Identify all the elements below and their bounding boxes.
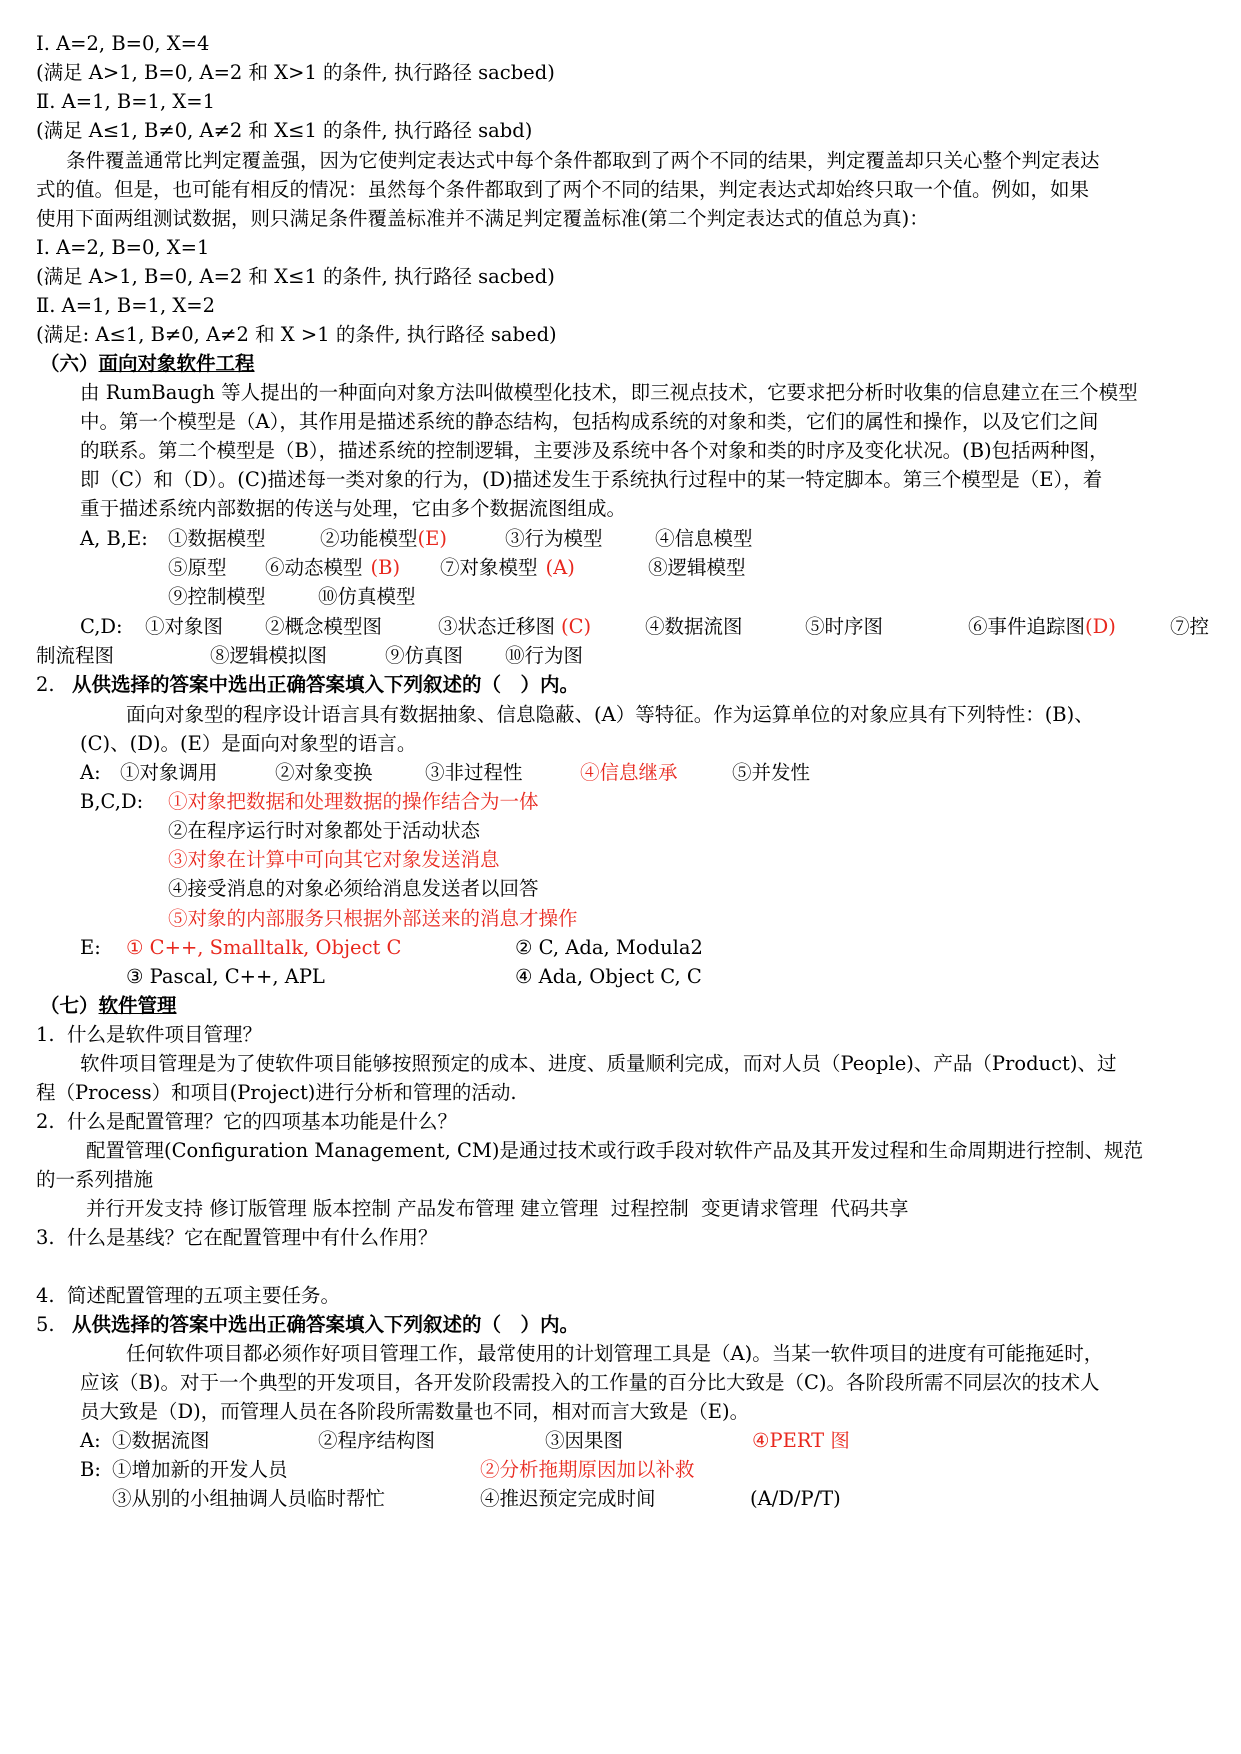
- option: ④ Ada, Object C, C: [515, 965, 702, 988]
- paragraph-line: 员大致是（D)，而管理人员在各阶段所需数量也不同，相对而言大致是（E)。: [80, 1400, 750, 1423]
- option-label: B:: [80, 1458, 101, 1481]
- paragraph-line: 式的值。但是，也可能有相反的情况：虽然每个条件都取到了两个不同的结果，判定表达式却始终只取一个值。例如，如果: [36, 178, 1090, 201]
- option: ④数据流图: [645, 615, 743, 638]
- section-heading: [40, 993, 177, 1019]
- paragraph-line: 的一系列措施: [36, 1168, 154, 1191]
- test-case-4: Ⅱ. A=1, B=1, X=2: [36, 294, 215, 317]
- option: ③行为模型: [505, 527, 603, 550]
- option: ①增加新的开发人员: [112, 1458, 288, 1481]
- option: ①数据模型: [168, 527, 266, 550]
- option: ⑥动态模型 (B): [265, 556, 401, 579]
- paragraph-line: 应该（B)。对于一个典型的开发项目，各开发阶段需投入的工作量的百分比大致是（C)。各阶段所需不同层次的技术人: [80, 1371, 1100, 1394]
- option: ⑨控制模型: [168, 585, 266, 608]
- option: 制流程图: [36, 644, 115, 667]
- option-label: C,D:: [80, 615, 123, 638]
- section-title: 面向对象软件工程: [98, 352, 255, 375]
- paragraph-line: 使用下面两组测试数据，则只满足条件覆盖标准并不满足判定覆盖标准(第二个判定表达式的值总为真)：: [36, 207, 929, 230]
- option: ③非过程性: [425, 761, 523, 784]
- correct-option: ④PERT 图: [752, 1429, 850, 1452]
- option: ⑩行为图: [505, 644, 584, 667]
- option: ⑦控: [1170, 615, 1210, 638]
- paragraph-line: 中。第一个模型是（A），其作用是描述系统的静态结构，包括构成系统的对象和类，它们的属性和操作，以及它们之间: [80, 410, 1099, 433]
- test-case-2: Ⅱ. A=1, B=1, X=1: [36, 90, 215, 113]
- option: ②在程序运行时对象都处于活动状态: [168, 819, 481, 842]
- option: ①对象调用: [120, 761, 218, 784]
- correct-option: ②分析拖期原因加以补救: [480, 1458, 695, 1481]
- answer-mark: (C): [561, 615, 592, 638]
- question: 2. 什么是配置管理？它的四项基本功能是什么？: [36, 1110, 458, 1133]
- answer-mark: (E): [417, 527, 447, 550]
- paragraph-line: 的联系。第二个模型是（B），描述系统的控制逻辑，主要涉及系统中各个对象和类的时序及变化状况。(B)包括两种图，: [80, 439, 1109, 462]
- question-title: 从供选择的答案中选出正确答案填入下列叙述的（ ）内。: [72, 1313, 580, 1336]
- answer-mark: (B): [370, 556, 401, 579]
- option: ⑧逻辑模拟图: [210, 644, 328, 667]
- answer-note: (A/D/P/T): [750, 1487, 841, 1510]
- correct-option: ⑤对象的内部服务只根据外部送来的消息才操作: [168, 907, 578, 930]
- question: 3. 什么是基线？它在配置管理中有什么作用？: [36, 1226, 438, 1249]
- test-case-3-note: (满足 A>1, B=0, A=2 和 X≤1 的条件, 执行路径 sacbed): [36, 265, 555, 288]
- test-case-2-note: (满足 A≤1, B≠0, A≠2 和 X≤1 的条件, 执行路径 sabd): [36, 119, 533, 142]
- paragraph-line: 面向对象型的程序设计语言具有数据抽象、信息隐蔽、(A）等特征。作为运算单位的对象应具有下列特性：(B)、: [126, 703, 1094, 726]
- option: ④信息模型: [655, 527, 753, 550]
- section-number: （六）: [40, 352, 99, 375]
- question: 4. 简述配置管理的五项主要任务。: [36, 1284, 341, 1307]
- option-label: A:: [80, 761, 101, 784]
- correct-option: ①对象把数据和处理数据的操作结合为一体: [168, 790, 539, 813]
- option: ④推迟预定完成时间: [480, 1487, 656, 1510]
- test-case-3: I. A=2, B=0, X=1: [36, 236, 210, 259]
- correct-option: ④信息继承: [580, 761, 678, 784]
- option: ②概念模型图: [265, 615, 383, 638]
- paragraph-line: 条件覆盖通常比判定覆盖强，因为它使判定表达式中每个条件都取到了两个不同的结果，判定覆盖却只关心整个判定表达: [66, 149, 1100, 172]
- option: ⑤时序图: [805, 615, 884, 638]
- option: ②对象变换: [275, 761, 373, 784]
- test-case-4-note: (满足: A≤1, B≠0, A≠2 和 X >1 的条件, 执行路径 sabed): [36, 323, 557, 346]
- paragraph-line: 重于描述系统内部数据的传送与处理，它由多个数据流图组成。: [80, 497, 627, 520]
- option-label: E:: [80, 936, 101, 959]
- answer-mark: (A): [545, 556, 575, 579]
- option: ③从别的小组抽调人员临时帮忙: [112, 1487, 386, 1510]
- answer-mark: (D): [1085, 615, 1116, 638]
- option: ③ Pascal, C++, APL: [126, 965, 325, 988]
- paragraph-line: 任何软件项目都必须作好项目管理工作，最常使用的计划管理工具是（A)。当某一软件项目的进度有可能拖延时，: [126, 1342, 1104, 1365]
- option-label: B,C,D:: [80, 790, 144, 813]
- test-case-1-note: (满足 A>1, B=0, A=2 和 X>1 的条件, 执行路径 sacbed): [36, 61, 555, 84]
- test-case-1: I. A=2, B=0, X=4: [36, 32, 210, 55]
- question-number: 2.: [36, 673, 55, 696]
- option: ③状态迁移图 (C): [438, 615, 592, 638]
- option: ⑨仿真图: [385, 644, 464, 667]
- option: ②功能模型(E): [320, 527, 447, 550]
- correct-option: ③对象在计算中可向其它对象发送消息: [168, 848, 500, 871]
- correct-option: ① C++, Smalltalk, Object C: [126, 936, 402, 959]
- option: ②程序结构图: [318, 1429, 436, 1452]
- question-number: 5.: [36, 1313, 55, 1336]
- option: ④接受消息的对象必须给消息发送者以回答: [168, 877, 539, 900]
- option: ①数据流图: [112, 1429, 210, 1452]
- paragraph-line: 软件项目管理是为了使软件项目能够按照预定的成本、进度、质量顺利完成，而对人员（People)、产品（Product)、过: [80, 1052, 1117, 1075]
- paragraph-line: 由 RumBaugh 等人提出的一种面向对象方法叫做模型化技术，即三视点技术，它要求把分析时收集的信息建立在三个模型: [80, 381, 1138, 404]
- option: ⑤并发性: [732, 761, 811, 784]
- question-title: 从供选择的答案中选出正确答案填入下列叙述的（ ）内。: [72, 673, 580, 696]
- option: ①对象图: [145, 615, 224, 638]
- option: ③因果图: [545, 1429, 624, 1452]
- option: ⑦对象模型 (A): [440, 556, 575, 579]
- question: 1. 什么是软件项目管理？: [36, 1023, 263, 1046]
- option: ⑧逻辑模型: [648, 556, 746, 579]
- option: ⑥事件追踪图(D): [968, 615, 1116, 638]
- paragraph-line: 程（Process）和项目(Project)进行分析和管理的活动.: [36, 1081, 517, 1104]
- paragraph-line: 即（C）和（D）。(C)描述每一类对象的行为，(D)描述发生于系统执行过程中的某一特定脚本。第三个模型是（E），着: [80, 468, 1103, 491]
- option-label: A, B,E:: [80, 527, 148, 550]
- option-label: A:: [80, 1429, 101, 1452]
- paragraph-line: 配置管理(Configuration Management, CM)是通过技术或行政手段对软件产品及其开发过程和生命周期进行控制、规范: [86, 1139, 1144, 1162]
- paragraph-line: (C)、(D)。(E）是面向对象型的语言。: [80, 732, 417, 755]
- section-heading: [40, 351, 255, 377]
- option: ⑤原型: [168, 556, 227, 579]
- cm-functions-list: 并行开发支持 修订版管理 版本控制 产品发布管理 建立管理 过程控制 变更请求管理 代码共享: [86, 1197, 909, 1220]
- section-title: 软件管理: [98, 994, 177, 1017]
- option: ② C, Ada, Modula2: [515, 936, 703, 959]
- section-number: （七）: [40, 994, 99, 1017]
- option: ⑩仿真模型: [318, 585, 416, 608]
